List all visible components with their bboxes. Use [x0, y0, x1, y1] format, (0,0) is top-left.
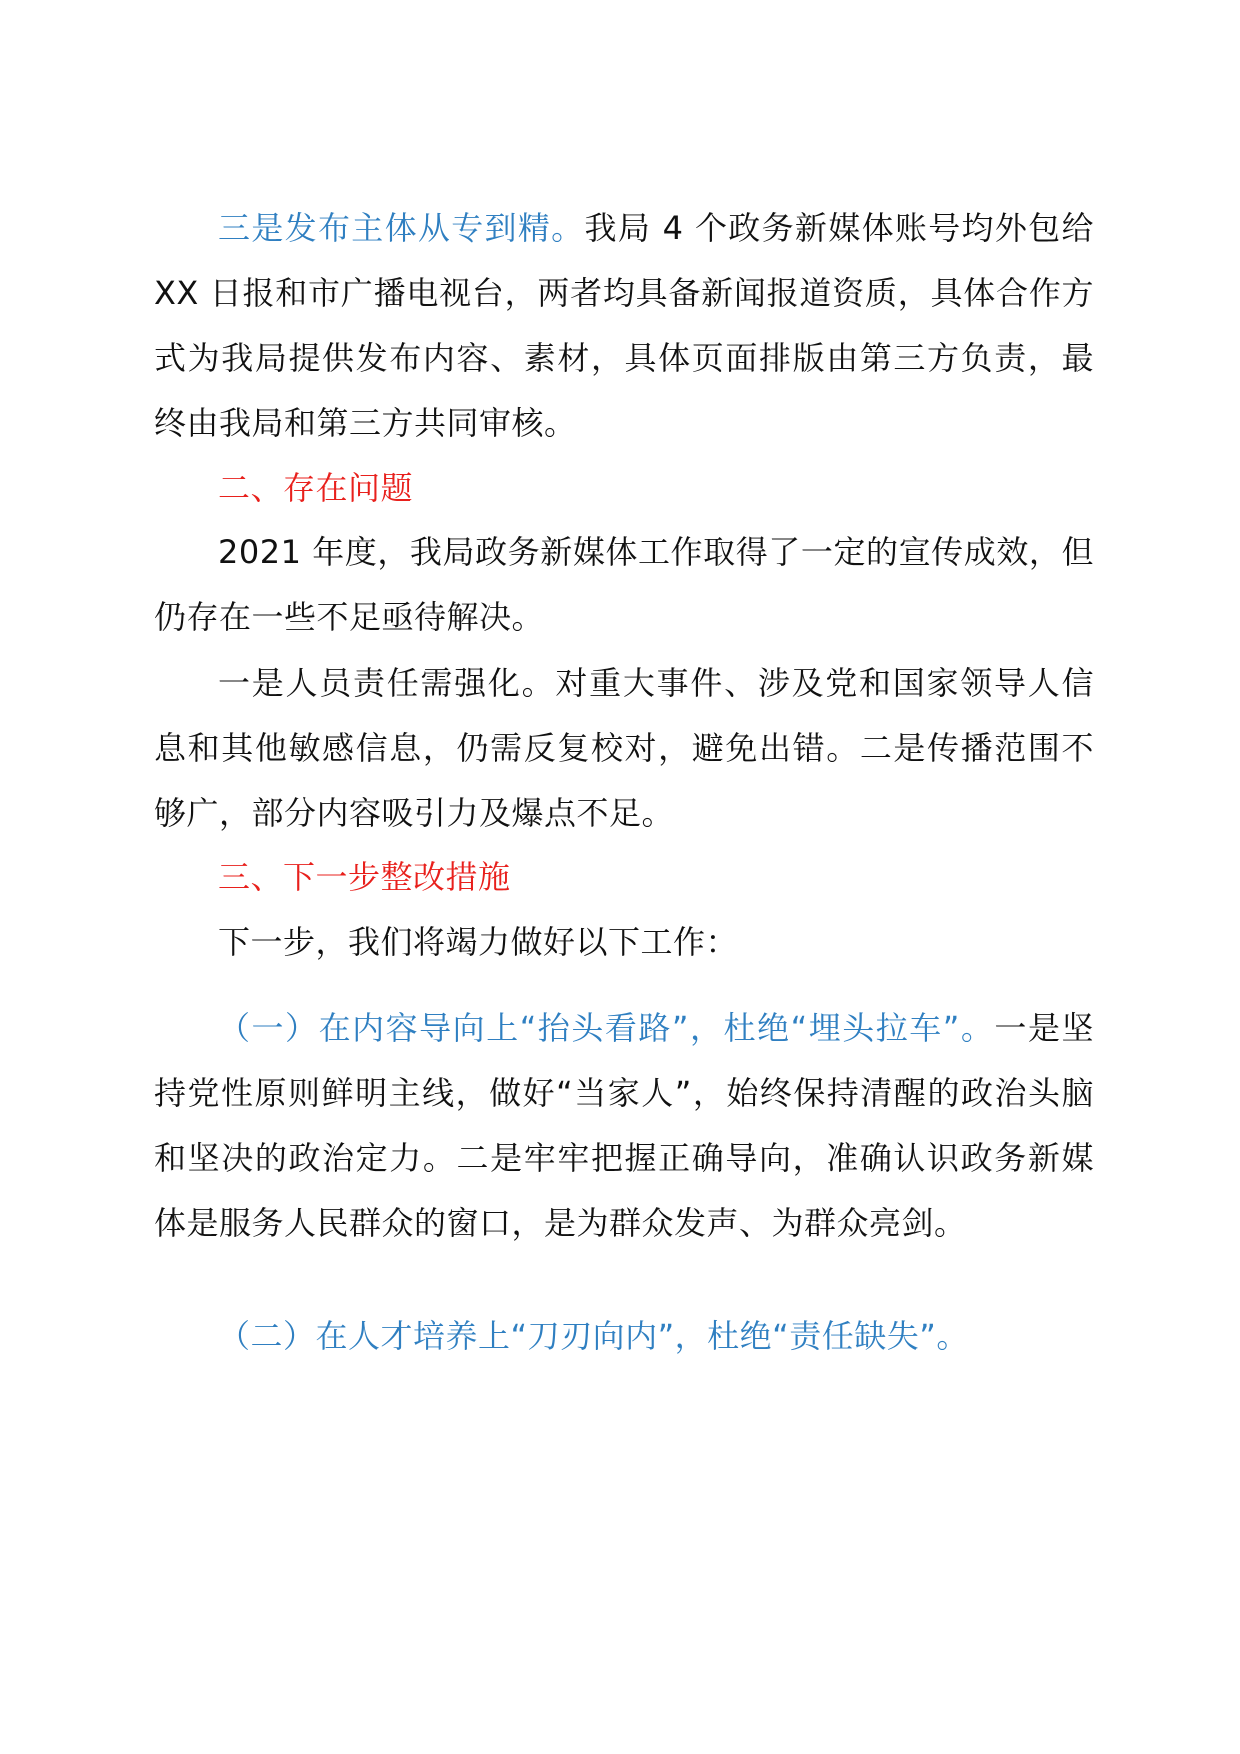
- paragraph-annual-summary: 2021 年度，我局政务新媒体工作取得了一定的宣传成效，但仍存在一些不足亟待解决。: [154, 533, 1094, 636]
- paragraph-talent-training: [154, 1304, 1094, 1369]
- section-heading-next-steps: 三、下一步整改措施: [218, 858, 511, 896]
- paragraph-next-steps-intro: 下一步，我们将竭力做好以下工作：: [218, 923, 739, 961]
- paragraph-lead-highlight: （二）在人才培养上“刀刃向内”，杜绝“责任缺失”。: [218, 1317, 969, 1355]
- paragraph-issues: 一是人员责任需强化。对重大事件、涉及党和国家领导人信息和其他敏感信息，仍需反复校对，避免出错。二是传播范围不够广，部分内容吸引力及爆点不足。: [154, 664, 1094, 832]
- paragraph-lead-highlight: 三是发布主体从专到精。: [218, 209, 585, 247]
- paragraph-lead-highlight: （一）在内容导向上“抬头看路”，杜绝“埋头拉车”。: [218, 1009, 995, 1047]
- paragraph-content-orientation: [154, 996, 1094, 1256]
- paragraph-body: 一是坚持党性原则鲜明主线，做好“当家人”，始终保持清醒的政治头脑和坚决的政治定力。二是牢牢把握正确导向，准确认识政务新媒体是服务人民群众的窗口，是为群众发声、为群众亮剑。: [154, 1009, 1094, 1242]
- paragraph-publishing-entity: [154, 196, 1094, 456]
- paragraph-body: 我局 4 个政务新媒体账号均外包给 XX 日报和市广播电视台，两者均具备新闻报道资质，具体合作方式为我局提供发布内容、素材，具体页面排版由第三方负责，最终由我局和第三方共同审核。: [154, 209, 1094, 442]
- section-heading-problems: 二、存在问题: [218, 469, 414, 507]
